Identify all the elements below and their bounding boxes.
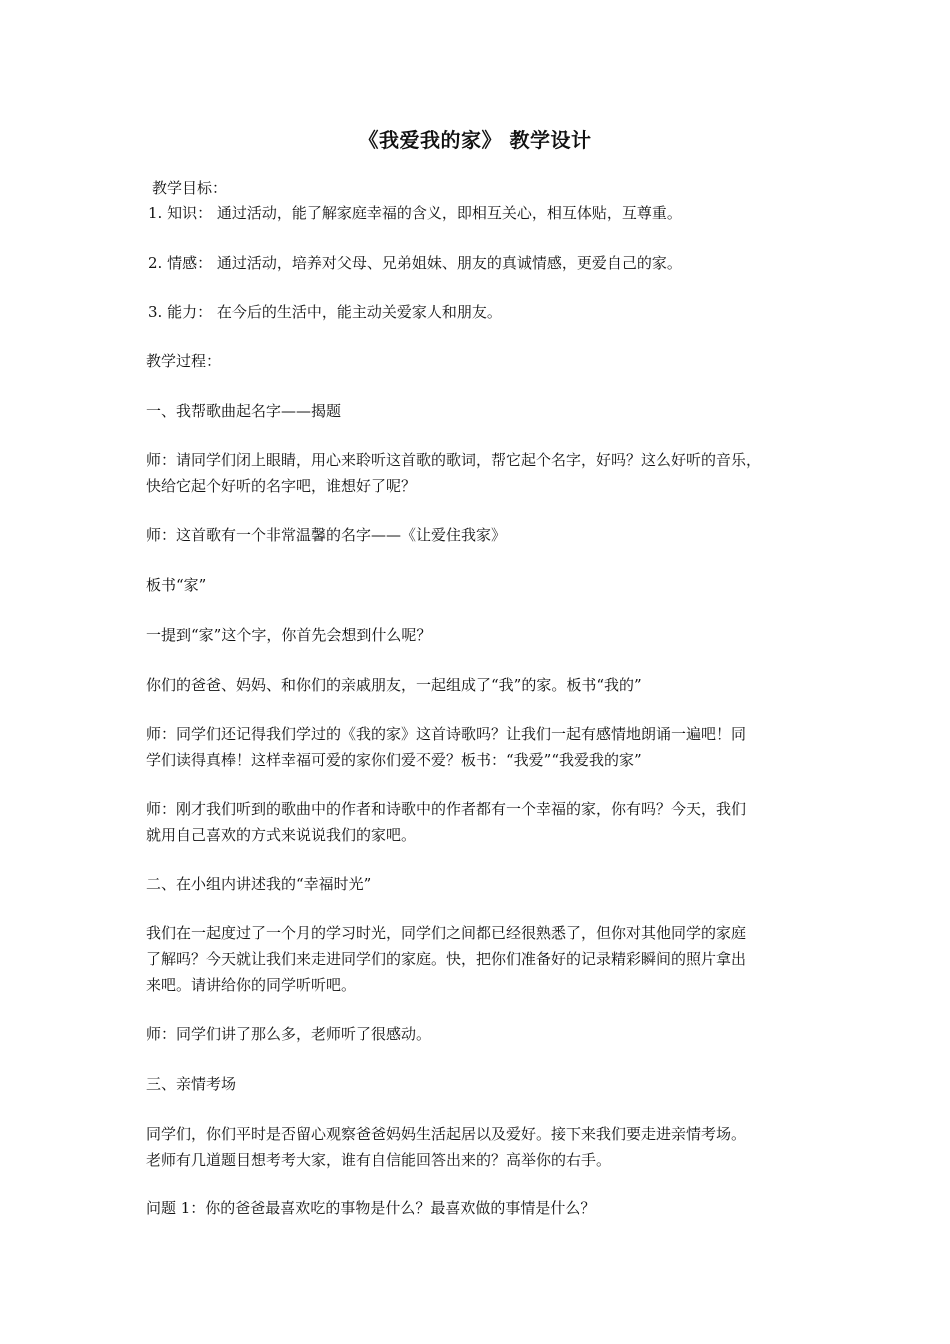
paragraph-6-line-2: 学们读得真棒！这样幸福可爱的家你们爱不爱？板书：“我爱”“我爱我的家” bbox=[146, 751, 642, 769]
paragraph-10-line-1: 同学们，你们平时是否留心观察爸爸妈妈生活起居以及爱好。接下来我们要走进亲情考场。 bbox=[146, 1125, 747, 1143]
section-3-heading: 三、亲情考场 bbox=[146, 1075, 237, 1093]
paragraph-4: 一提到“家”这个字，你首先会想到什么呢？ bbox=[146, 626, 432, 644]
paragraph-9: 师：同学们讲了那么多，老师听了很感动。 bbox=[146, 1025, 432, 1043]
paragraph-5: 你们的爸爸、妈妈、和你们的亲戚朋友，一起组成了“我”的家。板书“我的” bbox=[146, 676, 642, 694]
paragraph-8 bbox=[146, 920, 816, 998]
paragraph-6 bbox=[146, 721, 816, 773]
section-1-heading: 一、我帮歌曲起名字——揭题 bbox=[146, 402, 342, 420]
paragraph-8-line-2: 了解吗？今天就让我们来走进同学们的家庭。快，把你们准备好的记录精彩瞬间的照片拿出 bbox=[146, 950, 747, 968]
document-title: 《我爱我的家》 教学设计 bbox=[358, 128, 592, 152]
objective-emotion: 2. 情感： 通过活动，培养对父母、兄弟姐妹、朋友的真诚情感，更爱自己的家。 bbox=[148, 254, 682, 272]
paragraph-3: 板书“家” bbox=[146, 576, 207, 594]
objectives-heading: 教学目标： bbox=[152, 179, 228, 197]
section-2-heading: 二、在小组内讲述我的“幸福时光” bbox=[146, 875, 372, 893]
paragraph-1 bbox=[146, 447, 816, 499]
paragraph-10 bbox=[146, 1121, 816, 1173]
paragraph-11: 问题 1：你的爸爸最喜欢吃的事物是什么？最喜欢做的事情是什么？ bbox=[146, 1199, 596, 1217]
process-heading: 教学过程： bbox=[146, 352, 222, 370]
paragraph-1-line-1: 师：请同学们闭上眼睛，用心来聆听这首歌的歌词，帮它起个名字，好吗？这么好听的音乐， bbox=[146, 451, 762, 469]
paragraph-1-line-2: 快给它起个好听的名字吧，谁想好了呢？ bbox=[146, 477, 417, 495]
paragraph-7-line-2: 就用自己喜欢的方式来说说我们的家吧。 bbox=[146, 826, 417, 844]
paragraph-8-line-3: 来吧。请讲给你的同学听听吧。 bbox=[146, 976, 357, 994]
paragraph-10-line-2: 老师有几道题目想考考大家，谁有自信能回答出来的？高举你的右手。 bbox=[146, 1151, 612, 1169]
paragraph-8-line-1: 我们在一起度过了一个月的学习时光，同学们之间都已经很熟悉了，但你对其他同学的家庭 bbox=[146, 924, 747, 942]
paragraph-6-line-1: 师：同学们还记得我们学过的《我的家》这首诗歌吗？让我们一起有感情地朗诵一遍吧！同 bbox=[146, 725, 747, 743]
paragraph-2: 师：这首歌有一个非常温馨的名字——《让爱住我家》 bbox=[146, 526, 507, 544]
objective-knowledge: 1. 知识： 通过活动，能了解家庭幸福的含义，即相互关心，相互体贴，互尊重。 bbox=[148, 204, 682, 222]
paragraph-7-line-1: 师：刚才我们听到的歌曲中的作者和诗歌中的作者都有一个幸福的家，你有吗？今天，我们 bbox=[146, 800, 747, 818]
objective-ability: 3. 能力： 在今后的生活中，能主动关爱家人和朋友。 bbox=[148, 303, 502, 321]
paragraph-7 bbox=[146, 796, 816, 848]
